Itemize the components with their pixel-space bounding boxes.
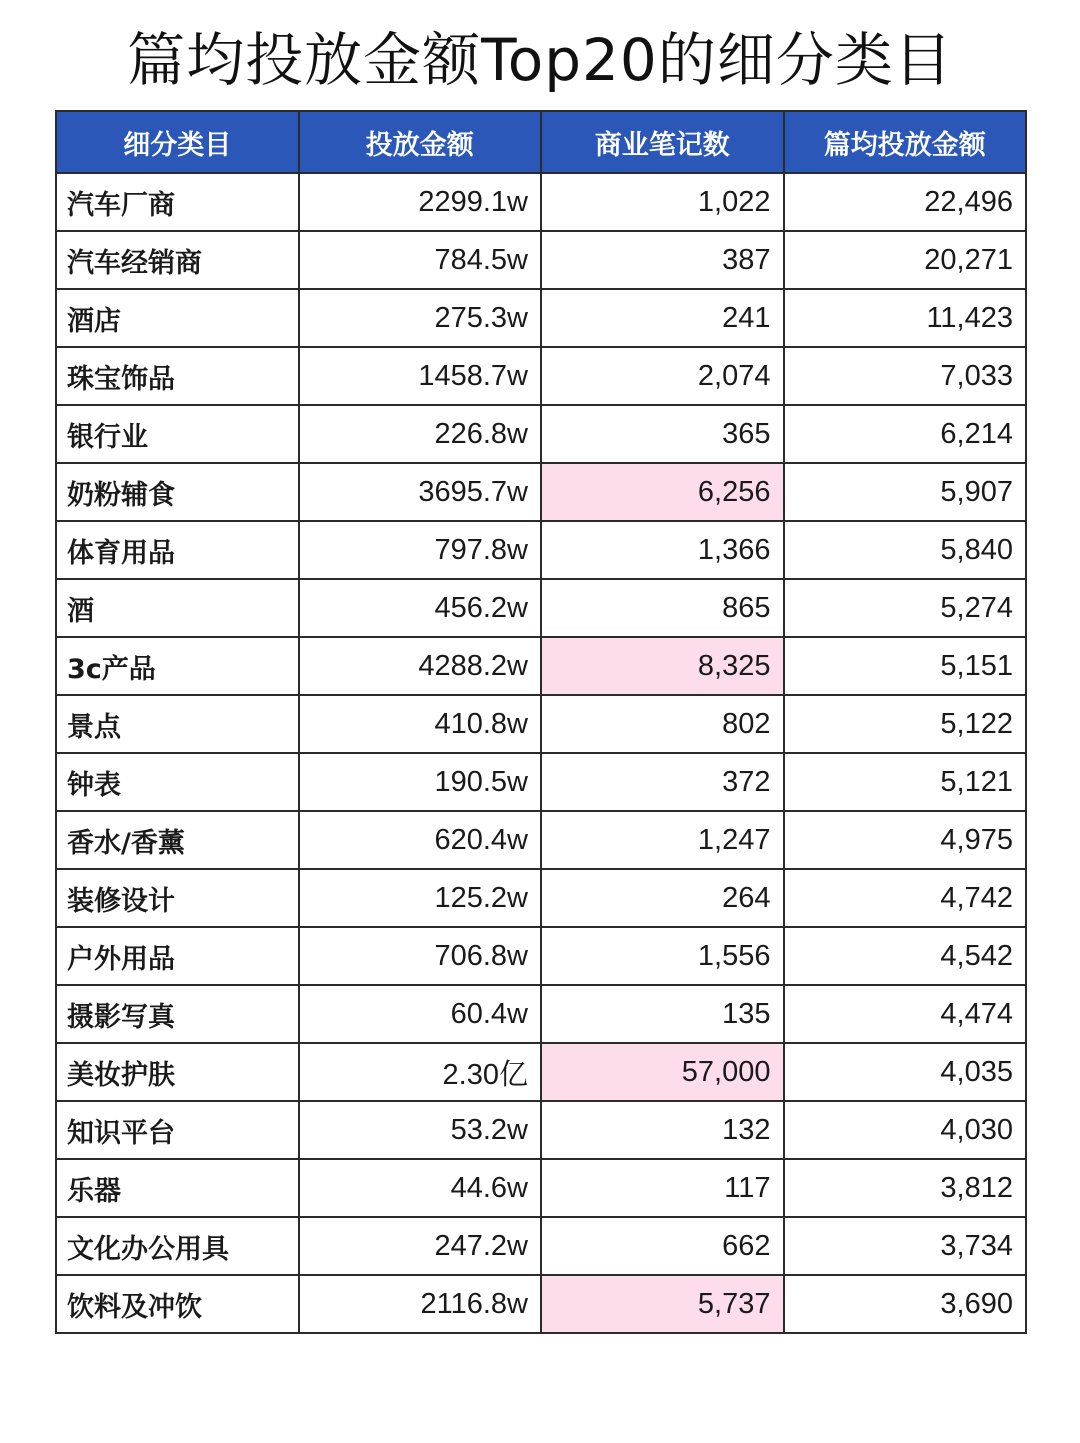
cell-category: 知识平台	[56, 1101, 299, 1159]
data-table-container	[55, 110, 1025, 1334]
cell-avg-spend: 5,274	[784, 579, 1027, 637]
cell-avg-spend: 11,423	[784, 289, 1027, 347]
column-header-notes: 商业笔记数	[541, 111, 784, 173]
cell-category: 银行业	[56, 405, 299, 463]
column-header-spend: 投放金额	[299, 111, 542, 173]
cell-spend: 3695.7w	[299, 463, 542, 521]
cell-category: 钟表	[56, 753, 299, 811]
page-title: 篇均投放金额Top20的细分类目	[127, 26, 953, 94]
cell-spend: 456.2w	[299, 579, 542, 637]
cell-spend: 60.4w	[299, 985, 542, 1043]
cell-category: 珠宝饰品	[56, 347, 299, 405]
data-table	[55, 110, 1027, 1334]
table-row	[56, 521, 1026, 579]
column-header-category: 细分类目	[56, 111, 299, 173]
table-row	[56, 753, 1026, 811]
cell-avg-spend: 5,907	[784, 463, 1027, 521]
cell-category: 乐器	[56, 1159, 299, 1217]
cell-avg-spend: 4,030	[784, 1101, 1027, 1159]
table-row	[56, 1159, 1026, 1217]
cell-notes: 8,325	[541, 637, 784, 695]
cell-notes: 241	[541, 289, 784, 347]
cell-spend: 125.2w	[299, 869, 542, 927]
cell-avg-spend: 5,840	[784, 521, 1027, 579]
column-header-avg-spend: 篇均投放金额	[784, 111, 1027, 173]
cell-notes: 57,000	[541, 1043, 784, 1101]
cell-category: 汽车厂商	[56, 173, 299, 231]
table-row	[56, 1217, 1026, 1275]
cell-notes: 802	[541, 695, 784, 753]
cell-avg-spend: 5,122	[784, 695, 1027, 753]
table-row	[56, 405, 1026, 463]
cell-notes: 1,022	[541, 173, 784, 231]
cell-notes: 264	[541, 869, 784, 927]
cell-avg-spend: 6,214	[784, 405, 1027, 463]
table-body	[56, 173, 1026, 1333]
table-row	[56, 463, 1026, 521]
table-row	[56, 1043, 1026, 1101]
cell-avg-spend: 5,121	[784, 753, 1027, 811]
cell-avg-spend: 4,542	[784, 927, 1027, 985]
cell-spend: 797.8w	[299, 521, 542, 579]
table-row	[56, 579, 1026, 637]
cell-spend: 2116.8w	[299, 1275, 542, 1333]
cell-notes: 865	[541, 579, 784, 637]
cell-spend: 275.3w	[299, 289, 542, 347]
cell-category: 文化办公用具	[56, 1217, 299, 1275]
cell-category: 景点	[56, 695, 299, 753]
table-row	[56, 231, 1026, 289]
table-row	[56, 985, 1026, 1043]
table-row	[56, 811, 1026, 869]
cell-spend: 44.6w	[299, 1159, 542, 1217]
cell-notes: 117	[541, 1159, 784, 1217]
cell-notes: 1,556	[541, 927, 784, 985]
table-row	[56, 927, 1026, 985]
cell-category: 户外用品	[56, 927, 299, 985]
cell-avg-spend: 3,690	[784, 1275, 1027, 1333]
cell-notes: 2,074	[541, 347, 784, 405]
cell-category: 3c产品	[56, 637, 299, 695]
cell-spend: 410.8w	[299, 695, 542, 753]
cell-category: 汽车经销商	[56, 231, 299, 289]
cell-spend: 226.8w	[299, 405, 542, 463]
cell-avg-spend: 22,496	[784, 173, 1027, 231]
cell-category: 酒	[56, 579, 299, 637]
cell-notes: 1,366	[541, 521, 784, 579]
table-row	[56, 289, 1026, 347]
cell-notes: 387	[541, 231, 784, 289]
header-row	[56, 111, 1026, 173]
cell-avg-spend: 7,033	[784, 347, 1027, 405]
table-row	[56, 347, 1026, 405]
table-header	[56, 111, 1026, 173]
cell-spend: 2.30亿	[299, 1043, 542, 1101]
cell-spend: 4288.2w	[299, 637, 542, 695]
cell-notes: 365	[541, 405, 784, 463]
cell-avg-spend: 4,742	[784, 869, 1027, 927]
cell-avg-spend: 4,035	[784, 1043, 1027, 1101]
cell-notes: 1,247	[541, 811, 784, 869]
cell-notes: 662	[541, 1217, 784, 1275]
cell-spend: 784.5w	[299, 231, 542, 289]
cell-spend: 2299.1w	[299, 173, 542, 231]
cell-spend: 247.2w	[299, 1217, 542, 1275]
cell-category: 饮料及冲饮	[56, 1275, 299, 1333]
cell-category: 装修设计	[56, 869, 299, 927]
cell-avg-spend: 4,474	[784, 985, 1027, 1043]
cell-avg-spend: 3,812	[784, 1159, 1027, 1217]
table-row	[56, 695, 1026, 753]
cell-avg-spend: 20,271	[784, 231, 1027, 289]
table-row	[56, 637, 1026, 695]
cell-category: 摄影写真	[56, 985, 299, 1043]
cell-spend: 1458.7w	[299, 347, 542, 405]
cell-avg-spend: 4,975	[784, 811, 1027, 869]
cell-spend: 190.5w	[299, 753, 542, 811]
table-row	[56, 1101, 1026, 1159]
cell-spend: 706.8w	[299, 927, 542, 985]
cell-spend: 620.4w	[299, 811, 542, 869]
cell-avg-spend: 3,734	[784, 1217, 1027, 1275]
cell-notes: 372	[541, 753, 784, 811]
cell-category: 香水/香薰	[56, 811, 299, 869]
cell-notes: 132	[541, 1101, 784, 1159]
cell-notes: 5,737	[541, 1275, 784, 1333]
table-row	[56, 869, 1026, 927]
cell-notes: 6,256	[541, 463, 784, 521]
cell-category: 体育用品	[56, 521, 299, 579]
cell-notes: 135	[541, 985, 784, 1043]
cell-spend: 53.2w	[299, 1101, 542, 1159]
cell-avg-spend: 5,151	[784, 637, 1027, 695]
cell-category: 美妆护肤	[56, 1043, 299, 1101]
cell-category: 酒店	[56, 289, 299, 347]
cell-category: 奶粉辅食	[56, 463, 299, 521]
table-row	[56, 1275, 1026, 1333]
table-row	[56, 173, 1026, 231]
